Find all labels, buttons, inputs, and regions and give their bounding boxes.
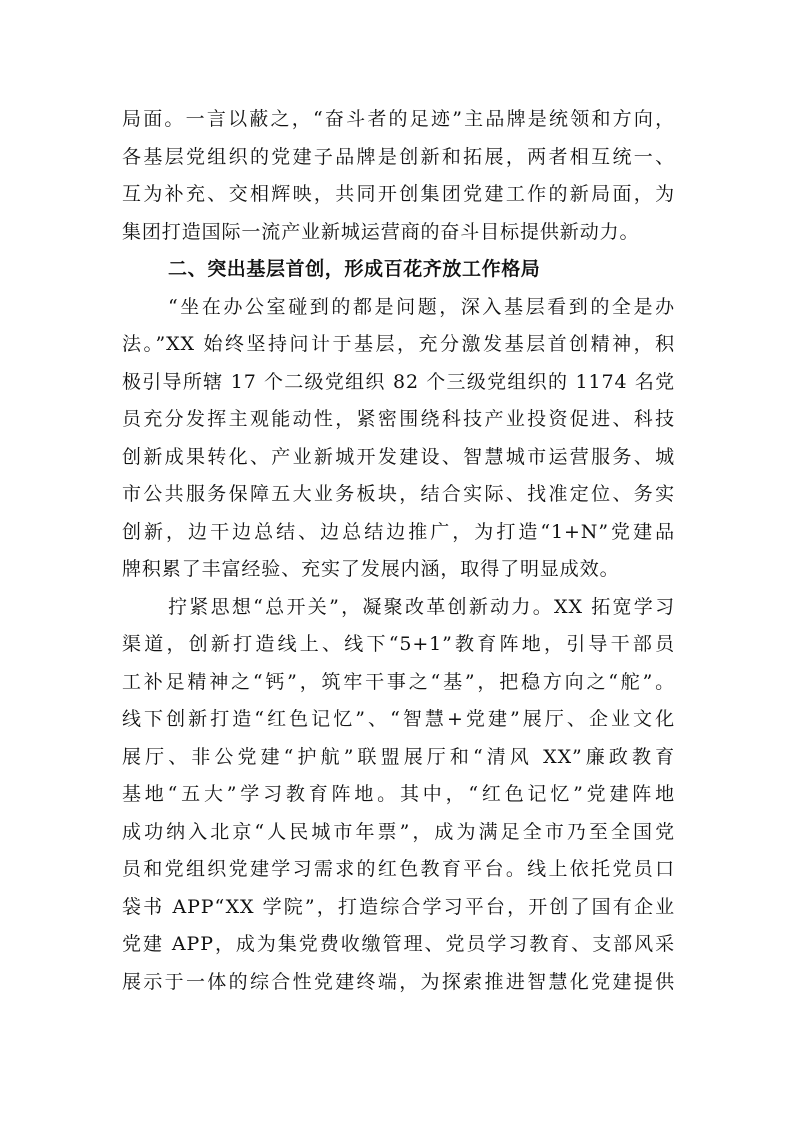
paragraph-line: 渠道，创新打造线上、线下“5+1”教育阵地，引导干部员 (122, 633, 675, 655)
paragraph-line: 互为补充、交相辉映，共同开创集团党建工作的新局面，为 (122, 183, 675, 205)
section-heading: 二、突出基层首创，形成百花齐放工作格局 (168, 258, 541, 280)
paragraph-line: 创新成果转化、产业新城开发建设、智慧城市运营服务、城 (122, 445, 675, 468)
paragraph-line: 员和党组织党建学习需求的红色教育平台。线上依托党员口 (122, 858, 675, 880)
paragraph-line: 员充分发挥主观能动性，紧密围绕科技产业投资促进、科技 (122, 408, 675, 430)
paragraph-line: “坐在办公室碰到的都是问题，深入基层看到的全是办 (168, 295, 675, 318)
paragraph-3 (122, 589, 675, 1002)
paragraph-1 (122, 101, 675, 251)
paragraph-line: 拧紧思想“总开关”，凝聚改革创新动力。XX 拓宽学习 (168, 595, 675, 618)
paragraph-line: 线下创新打造“红色记忆”、“智慧+党建”展厅、企业文化 (122, 708, 675, 730)
paragraph-line: 创新，边干边总结、边总结边推广，为打造“1+N”党建品 (122, 520, 675, 543)
document-body (122, 101, 675, 1001)
paragraph-line: 极引导所辖 17 个二级党组织 82 个三级党组织的 1174 名党 (122, 370, 675, 393)
paragraph-2 (122, 289, 675, 589)
paragraph-line: 成功纳入北京“人民城市年票”，成为满足全市乃至全国党 (122, 820, 675, 843)
paragraph-line: 展示于一体的综合性党建终端，为探索推进智慧化党建提供 (122, 970, 675, 993)
paragraph-line: 各基层党组织的党建子品牌是创新和拓展，两者相互统一、 (122, 145, 675, 168)
paragraph-line: 局面。一言以蔽之，“奋斗者的足迹”主品牌是统领和方向， (122, 108, 675, 130)
paragraph-line: 法。”XX 始终坚持问计于基层，充分激发基层首创精神，积 (122, 333, 675, 355)
paragraph-line: 工补足精神之“钙”，筑牢干事之“基”，把稳方向之“舵”。 (122, 670, 675, 693)
paragraph-line: 基地“五大”学习教育阵地。其中，“红色记忆”党建阵地 (122, 783, 675, 805)
paragraph-line: 牌积累了丰富经验、充实了发展内涵，取得了明显成效。 (122, 558, 620, 580)
paragraph-line: 集团打造国际一流产业新城运营商的奋斗目标提供新动力。 (122, 220, 640, 243)
paragraph-line: 党建 APP，成为集党费收缴管理、党员学习教育、支部风采 (122, 933, 675, 955)
paragraph-line: 市公共服务保障五大业务板块，结合实际、找准定位、务实 (122, 483, 675, 505)
paragraph-line: 袋书 APP“XX 学院”，打造综合学习平台，开创了国有企业 (122, 895, 675, 918)
paragraph-line: 展厅、非公党建“护航”联盟展厅和“清风 XX”廉政教育 (122, 745, 675, 768)
